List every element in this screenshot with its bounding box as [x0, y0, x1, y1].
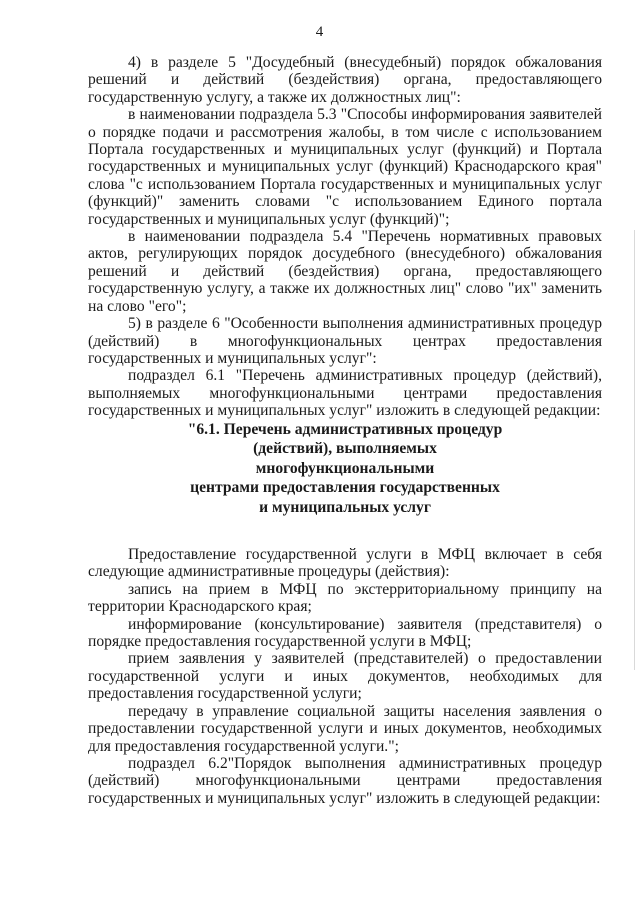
paragraph: подраздел 6.2"Порядок выполнения административных процедур (действий) многофункциональными центрами предоставления государственных и муниципальных услуг" изложить в следующей редакции:: [88, 754, 602, 807]
paragraph: Предоставление государственной услуги в МФЦ включает в себя следующие административные процедуры (действия):: [88, 546, 602, 581]
paragraph: 4) в разделе 5 "Досудебный (внесудебный) порядок обжалования решений и действий (бездействия) органа, предоставляющего государственную услугу, а также их должностных лиц":: [88, 54, 602, 106]
paragraph: в наименовании подраздела 5.3 "Способы информирования заявителей о порядке подачи и рассмотрения жалобы, в том числе с использованием Портала государственных и муниципальных услуг (функций) и Портала государственных и муниципальных услуг (функций) Краснодарского края" слова "с использованием Портала государственных и муниципальных услуг (функций)" заменить словами "с использованием Единого портала государственных и муниципальных услуг (функций)";: [88, 106, 602, 228]
document-body: [88, 54, 602, 807]
title-line: (действий), выполняемых: [253, 440, 437, 458]
title-line: центрами предоставления государственных: [190, 479, 500, 497]
paragraph: передачу в управление социальной защиты населения заявления о предоставлении государственной услуги и иных документов, необходимых для предоставления государственной услуги.";: [88, 702, 602, 755]
paragraph: прием заявления у заявителей (представителей) о предоставлении государственной услуги и иных документов, необходимых для предоставления государственной услуги;: [88, 650, 602, 703]
paragraph: 5) в разделе 6 "Особенности выполнения административных процедур (действий) в многофункциональных центрах предоставления государственных и муниципальных услуг":: [88, 315, 602, 367]
page-number: 4: [315, 24, 324, 40]
title-line: "6.1. Перечень административных процедур: [187, 420, 503, 438]
title-line: многофункциональными: [255, 459, 435, 477]
paragraph: в наименовании подраздела 5.4 "Перечень нормативных правовых актов, регулирующих порядок досудебного (внесудебного) обжалования решений и действий (бездействия) органа, предоставляющего государственную услугу, а также их должностных лиц" слово "их" заменить на слово "его";: [88, 228, 602, 315]
title-line: и муниципальных услуг: [259, 498, 431, 516]
scan-edge-shadow: [634, 230, 635, 670]
paragraph: подраздел 6.1 "Перечень административных процедур (действий), выполняемых многофункциональными центрами предоставления государственных и муниципальных услуг" изложить в следующей редакции:: [88, 367, 602, 420]
section-title: [88, 420, 602, 518]
paragraph: информирование (консультирование) заявителя (представителя) о порядке предоставления государственной услуги в МФЦ;: [88, 615, 602, 651]
paragraph: запись на прием в МФЦ по экстерриториальному принципу на территории Краснодарского края;: [88, 580, 602, 616]
